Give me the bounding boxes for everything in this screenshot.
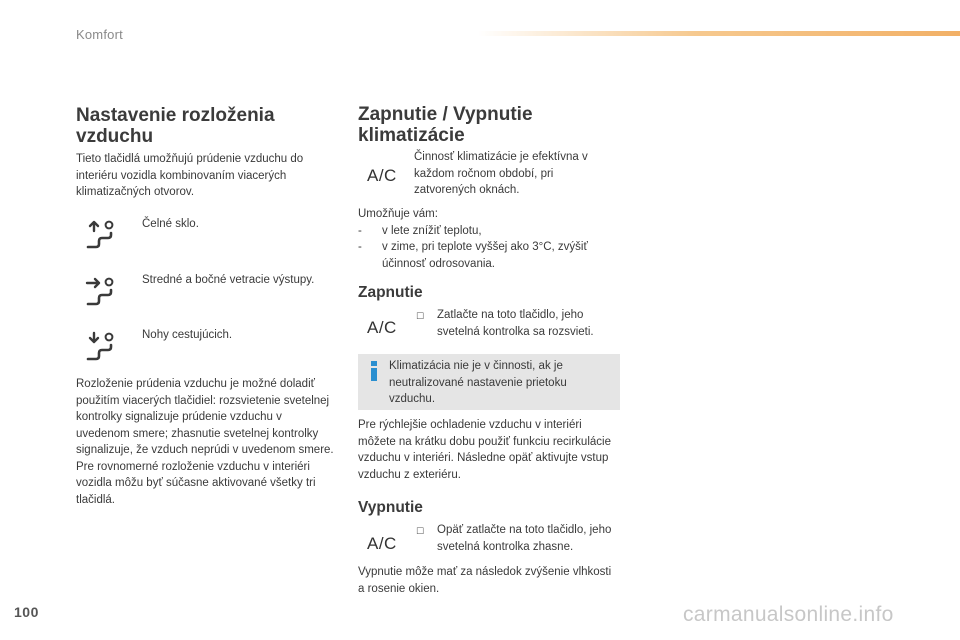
face-vents-airflow-icon <box>82 275 116 309</box>
air-distribution-body <box>76 376 338 508</box>
face-vents-mode-label: Stredné a bočné vetracie výstupy. <box>142 274 315 286</box>
windshield-airflow-icon <box>82 218 116 252</box>
allows-list <box>358 223 620 273</box>
ac-allows-block <box>358 206 620 272</box>
switch-off-title: Vypnutie <box>358 499 423 516</box>
air-distribution-intro: Tieto tlačidlá umožňujú prúdenie vzduchu do interiéru vozidla kombinovaním viacerých klimatizačných otvorov. <box>76 153 304 198</box>
page-number: 100 <box>14 604 39 620</box>
allows-label: Umožňuje vám: <box>358 208 438 220</box>
ac-on-off-title: Zapnutie / Vypnutie klimatizácie <box>358 104 533 146</box>
info-icon <box>369 361 379 386</box>
checkbox-bullet-icon: ☐ <box>416 311 425 321</box>
list-item: - v lete znížiť teplotu, <box>358 224 482 237</box>
section-header: Komfort <box>76 27 123 42</box>
footwell-mode-label: Nohy cestujúcich. <box>142 329 233 341</box>
watermark: carmanualsonline.info <box>683 603 894 626</box>
switch-on-instruction: Zatlačte na toto tlačidlo, jeho svetelná kontrolka sa rozsvieti. <box>437 309 594 338</box>
ac-button-label: A/C <box>367 166 397 185</box>
switch-off-note: Vypnutie môže mať za následok zvýšenie vlhkosti a rosenie okien. <box>358 566 612 595</box>
ac-button-label-on: A/C <box>367 318 397 337</box>
checkbox-bullet-icon: ☐ <box>416 526 425 536</box>
switch-on-title: Zapnutie <box>358 284 423 301</box>
header-accent-bar <box>478 31 960 36</box>
recirculation-paragraph: Pre rýchlejšie ochladenie vzduchu v interiéri môžete na krátku dobu použiť funkciu recirkulácie vzduchu v interiéri. Následne opäť aktivujte vstup vzduchu z exteriéru. <box>358 419 611 481</box>
switch-off-instruction: Opäť zatlačte na toto tlačidlo, jeho svetelná kontrolka zhasne. <box>437 524 612 553</box>
ac-effectiveness-note: Činnosť klimatizácie je efektívna v každom ročnom období, pri zatvorených oknách. <box>414 151 588 196</box>
list-item: - v zime, pri teplote vyššej ako 3°C, zvýšiť účinnosť odrosovania. <box>358 241 588 270</box>
ac-button-label-off: A/C <box>367 534 397 553</box>
footwell-airflow-icon <box>82 330 116 364</box>
multi-button-paragraph: Rozloženie prúdenia vzduchu je možné doladiť použitím viacerých tlačidiel: rozsvietenie svetelnej kontrolky signalizuje prúdenie vzduchu v uvedenom smere; zhasnutie svetelnej kontrolky signalizuje, že vzduch neprúdi v uvedenom smere. <box>76 378 334 456</box>
air-distribution-title: Nastavenie rozloženia vzduchu <box>76 105 275 147</box>
info-note-text: Klimatizácia nie je v činnosti, ak je neutralizované nastavenie prietoku vzduchu. <box>389 360 567 405</box>
windshield-mode-label: Čelné sklo. <box>142 218 199 230</box>
all-buttons-paragraph: Pre rovnomerné rozloženie vzduchu v interiéri vozidla môžu byť súčasne aktivované všetky tri tlačidlá. <box>76 460 316 506</box>
